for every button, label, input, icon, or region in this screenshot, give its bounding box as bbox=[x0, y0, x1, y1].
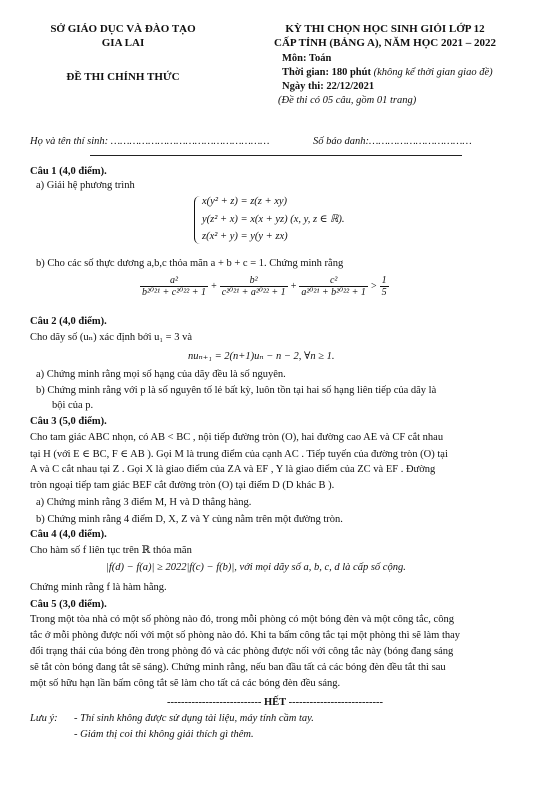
q5-line4: sẽ tắt còn bóng đang tắt sẽ sáng). Chứng minh rằng, nếu ban đầu tất cả các bóng đèn đều tắt thì sau bbox=[30, 662, 446, 673]
q5-line2: tắc ở mỗi phòng được nối với một số phòng nào đó. Khi ta bấm công tắc tại một phòng thì sẽ làm thay bbox=[30, 630, 461, 641]
fraction-rhs: $\frac{1}{5}$ bbox=[381, 275, 387, 298]
q4-intro: Cho hàm số f liên tục trên ℝ thỏa mãn bbox=[30, 545, 192, 556]
header-province: GIA LAI bbox=[101, 37, 145, 49]
student-id-line bbox=[313, 136, 472, 147]
q2-b-line1: b) Chứng minh rằng với p là số nguyên tố lẻ bất kỳ, luôn tồn tại hai số hạng liên tiếp của dãy là bbox=[36, 385, 437, 396]
q5-line5: một số hữu hạn lần bấm công tắt sẽ làm cho tất cả các bóng đèn đều sáng. bbox=[30, 678, 341, 689]
student-name-label: Họ và tên thí sinh: bbox=[30, 136, 111, 147]
note-line1: - Thí sinh không được sử dụng tài liệu, máy tính cầm tay. bbox=[74, 713, 314, 724]
q4-title: Câu 4 (4,0 điểm). bbox=[30, 529, 107, 540]
subject: Môn: Toán bbox=[282, 53, 332, 64]
q5-title: Câu 5 (3,0 điểm). bbox=[30, 599, 107, 610]
system-brace bbox=[194, 196, 201, 244]
q4-condition: |f(d) − f(a)| ≥ 2022|f(c) − f(b)|, với mọi dãy số a, b, c, d là cấp số cộng. bbox=[106, 562, 406, 573]
q1-title: Câu 1 (4,0 điểm). bbox=[30, 166, 107, 177]
end-marker: --------------------------- HẾT --------------------------- bbox=[166, 697, 384, 708]
q2-a: a) Chứng minh rằng mọi số hạng của dãy đều là số nguyên. bbox=[36, 369, 286, 380]
q1-system-eq2: y(z² + x) = x(x + yz) (x, y, z ∈ ℝ). bbox=[202, 214, 345, 225]
q5-line3: đổi trạng thái của bóng đèn trong phòng đó và các phòng được nối với công tắc này (bóng đang sáng bbox=[30, 646, 454, 657]
q2-title: Câu 2 (4,0 điểm). bbox=[30, 316, 107, 327]
q1-system-eq1: x(y² + z) = z(z + xy) bbox=[202, 196, 288, 207]
q1-b-text: b) Cho các số thực dương a,b,c thỏa mãn a + b + c = 1. Chứng minh rằng bbox=[36, 258, 344, 269]
official-exam-label: ĐỀ THI CHÍNH THỨC bbox=[66, 71, 180, 83]
fraction-2: $\frac{\text{b²}}{\text{c²⁰²¹ + a²⁰²² + 1}}$ bbox=[221, 275, 286, 298]
q1-inequality: $\frac{\text{a²}}{\text{b²⁰²¹ + c²⁰²² + 1}}$ + $\frac{\text{b²}}{\text{c²⁰²¹ + a²⁰²² + 1}}$ + $\frac{\text{c²}}{\text{a²⁰²¹ + b²⁰²² + 1}}$ > $\frac{1}{5}$ bbox=[142, 275, 387, 298]
page-count-note: (Đề thi có 05 câu, gồm 01 trang) bbox=[278, 95, 417, 106]
student-id-label: Số báo danh: bbox=[313, 136, 369, 147]
q5-line1: Trong một tòa nhà có một số phòng nào đó, trong mỗi phòng có một bóng đèn và một công tắc, công bbox=[30, 614, 454, 625]
exam-time bbox=[282, 67, 493, 78]
q1-system-eq3: z(x² + y) = y(y + zx) bbox=[202, 231, 288, 242]
q3-title: Câu 3 (5,0 điểm). bbox=[30, 416, 107, 427]
q3-a: a) Chứng minh rằng 3 điểm M, H và D thẳng hàng. bbox=[36, 497, 252, 508]
note-label: Lưu ý: bbox=[30, 713, 58, 724]
student-id-dots: …………………………… bbox=[369, 136, 472, 147]
q3-line2: tại H (với E ∈ BC, F ∈ AB ). Gọi M là trung điểm của cạnh AC . Tiếp tuyến của đường tròn (O) tại bbox=[30, 449, 448, 460]
note-line2: - Giám thị coi thi không giải thích gì thêm. bbox=[74, 729, 254, 740]
student-name-dots: …………………………………………… bbox=[110, 136, 270, 147]
exam-title: KỲ THI CHỌN HỌC SINH GIỎI LỚP 12 bbox=[285, 23, 485, 35]
q1-a-text: a) Giải hệ phương trình bbox=[36, 180, 135, 191]
separator-line bbox=[90, 155, 462, 156]
student-name-line bbox=[30, 136, 270, 147]
q3-line1: Cho tam giác ABC nhọn, có AB < BC , nội tiếp đường tròn (O), hai đường cao AE và CF cắt nhau bbox=[30, 432, 444, 443]
fraction-1: $\frac{\text{a²}}{\text{b²⁰²¹ + c²⁰²² + 1}}$ bbox=[142, 275, 206, 298]
exam-date: Ngày thi: 22/12/2021 bbox=[282, 81, 375, 92]
header-department: SỞ GIÁO DỤC VÀ ĐÀO TẠO bbox=[50, 23, 196, 35]
q3-line4: tròn ngoại tiếp tam giác BEF cắt đường tròn (O) tại điểm D (D khác B ). bbox=[30, 480, 335, 491]
q4-conclusion: Chứng minh rằng f là hàm hằng. bbox=[30, 582, 167, 593]
q3-line3: A và C cắt nhau tại Z . Gọi X là giao điểm của ZA và EF , Y là giao điểm của ZC và EF . Đường bbox=[30, 464, 436, 475]
exam-level: CẤP TỈNH (BẢNG A), NĂM HỌC 2021 – 2022 bbox=[274, 37, 496, 49]
q2-recurrence: nuₙ₊₁ = 2(n+1)uₙ − n − 2, ∀n ≥ 1. bbox=[188, 351, 335, 362]
q2-intro: Cho dãy số (uₙ) xác định bởi u₁ = 3 và bbox=[30, 332, 192, 343]
time-label: Thời gian: 180 phút bbox=[282, 67, 371, 78]
fraction-3: $\frac{\text{c²}}{\text{a²⁰²¹ + b²⁰²² + 1}}$ bbox=[301, 275, 366, 298]
time-note: (không kể thời gian giao đề) bbox=[373, 67, 493, 78]
q3-b: b) Chứng minh rằng 4 điểm D, X, Z và Y cùng nằm trên một đường tròn. bbox=[36, 514, 343, 525]
q2-b-line2: bội của p. bbox=[52, 400, 94, 411]
